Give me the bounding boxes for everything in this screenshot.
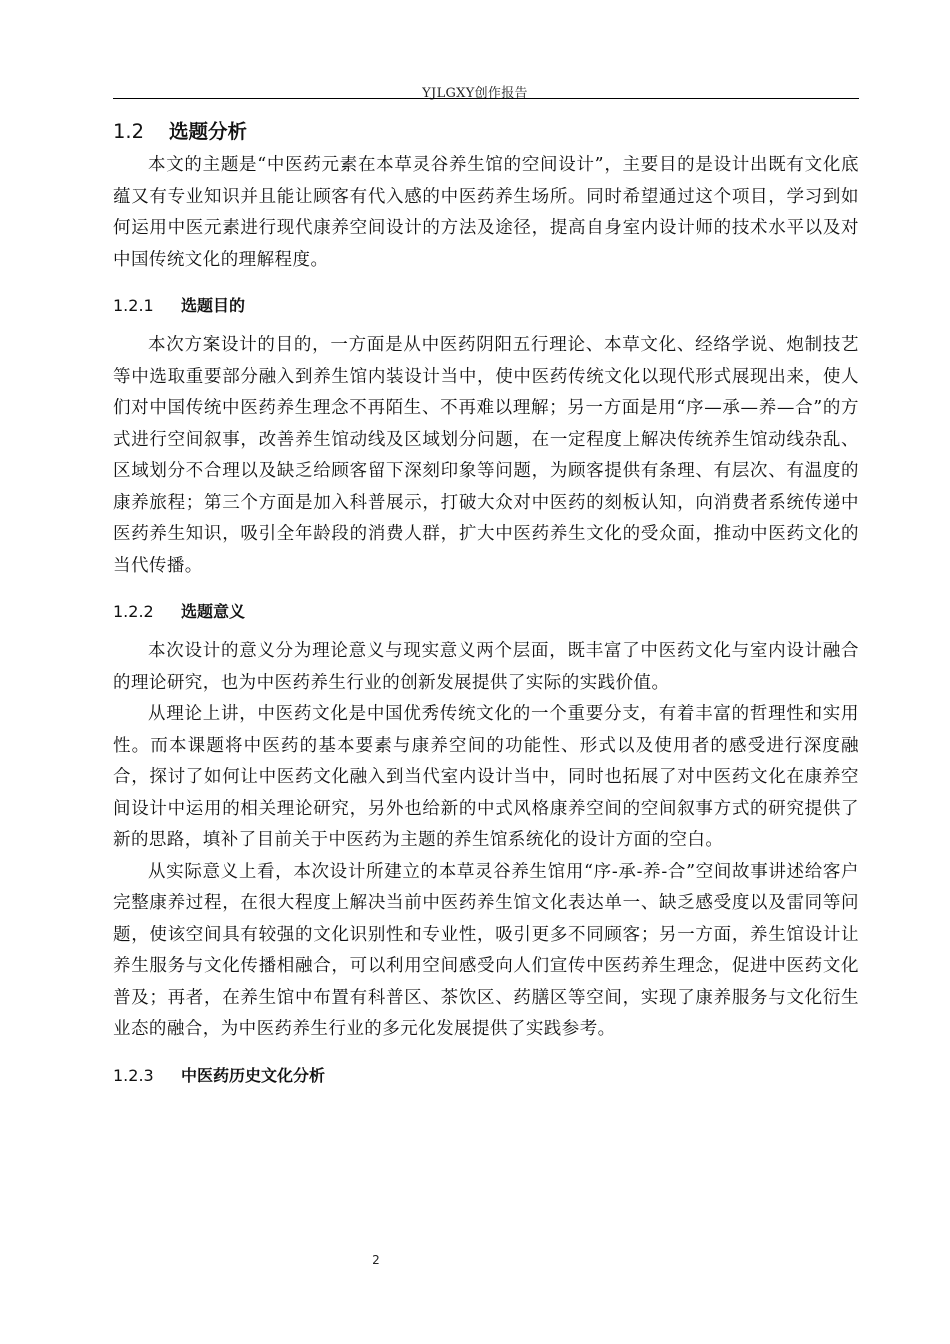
page-number: 2 [372,1253,380,1267]
body-paragraph: 本次方案设计的目的，一方面是从中医药阴阳五行理论、本草文化、经络学说、炮制技艺等中选取重要部分融入到养生馆内装设计当中，使中医药传统文化以现代形式展现出来，使人们对中国传统中医药养生理念不再陌生、不再难以理解；另一方面是用“序—承—养—合”的方式进行空间叙事，改善养生馆动线及区域划分问题，在一定程度上解决传统养生馆动线杂乱、区域划分不合理以及缺乏给顾客留下深刻印象等问题，为顾客提供有条理、有层次、有温度的康养旅程；第三个方面是加入科普展示，打破大众对中医药的刻板认知，向消费者系统传递中医药养生知识，吸引全年龄段的消费人群，扩大中医药养生文化的受众面，推动中医药文化的当代传播。 [113,335,859,576]
body-paragraph: 从实际意义上看，本次设计所建立的本草灵谷养生馆用“序-承-养-合”空间故事讲述给客户完整康养过程，在很大程度上解决当前中医药养生馆文化表达单一、缺乏感受度以及雷同等问题，使该空间具有较强的文化识别性和专业性，吸引更多不同顾客；另一方面，养生馆设计让养生服务与文化传播相融合，可以利用空间感受向人们宣传中医药养生理念，促进中医药文化普及；再者，在养生馆中布置有科普区、茶饮区、药膳区等空间，实现了康养服务与文化衍生业态的融合，为中医药养生行业的多元化发展提供了实践参考。 [113,861,859,1039]
subsection-title: 选题意义 [181,602,246,621]
section-number: 1.2 [113,120,145,143]
body-paragraph: 本次设计的意义分为理论意义与现实意义两个层面，既丰富了中医药文化与室内设计融合的理论研究，也为中医药养生行业的创新发展提供了实际的实践价值。 [113,641,859,693]
subsection-number: 1.2.2 [113,602,154,621]
subsection-heading-history [113,1060,859,1092]
subsection-number: 1.2.3 [113,1065,154,1085]
header-divider [113,98,859,99]
subsection-heading-purpose [113,290,859,322]
body-paragraph: 从理论上讲，中医药文化是中国优秀传统文化的一个重要分支，有着丰富的哲理性和实用性。而本课题将中医药的基本要素与康养空间的功能性、形式以及使用者的感受进行深度融合，探讨了如何让中医药文化融入到当代室内设计当中，同时也拓展了对中医药文化在康养空间设计中运用的相关理论研究，另外也给新的中式风格康养空间的空间叙事方式的研究提供了新的思路，填补了目前关于中医药为主题的养生馆系统化的设计方面的空白。 [113,704,859,850]
page-body [113,114,859,1100]
subsection-title: 中医药历史文化分析 [181,1065,326,1085]
subsection-number: 1.2.1 [113,296,154,315]
section-heading [113,114,859,150]
section-intro-paragraph: 本文的主题是“中医药元素在本草灵谷养生馆的空间设计”，主要目的是设计出既有文化底蕴又有专业知识并且能让顾客有代入感的中医药养生场所。同时希望通过这个项目，学习到如何运用中医元素进行现代康养空间设计的方法及途径，提高自身室内设计师的技术水平以及对中国传统文化的理解程度。 [113,155,859,270]
subsection-title: 选题目的 [181,296,246,315]
running-header: YJLGXY创作报告 [422,86,528,101]
subsection-heading-significance [113,596,859,628]
section-title: 选题分析 [169,120,248,143]
